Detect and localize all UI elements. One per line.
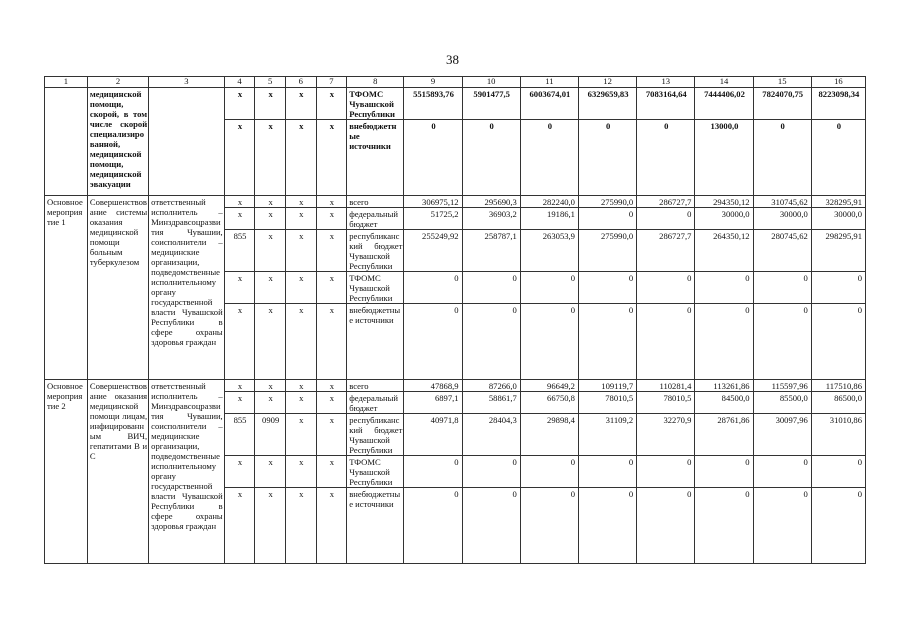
value-cell: 0	[637, 304, 695, 380]
value-cell: 30000,0	[753, 208, 811, 230]
header-cell: 5	[255, 77, 286, 88]
funding-source-cell: всего	[347, 196, 404, 208]
code-cell: x	[224, 196, 255, 208]
value-cell: 0	[637, 456, 695, 488]
code-cell: x	[285, 272, 316, 304]
code-cell: x	[316, 380, 347, 392]
value-cell: 0	[520, 120, 578, 196]
event-name-cell: Совершенствование системы оказания медицинской помощи больным туберкулезом	[87, 196, 148, 380]
event-type-cell	[45, 88, 88, 196]
value-cell: 275990,0	[578, 196, 636, 208]
header-cell: 2	[87, 77, 148, 88]
value-cell: 310745,62	[753, 196, 811, 208]
header-cell: 12	[578, 77, 636, 88]
code-cell: x	[255, 456, 286, 488]
value-cell: 40971,8	[404, 414, 462, 456]
value-cell: 7444406,02	[695, 88, 753, 120]
value-cell: 8223098,34	[811, 88, 865, 120]
value-cell: 58861,7	[462, 392, 520, 414]
value-cell: 19186,1	[520, 208, 578, 230]
event-name-cell: медицинской помощи, скорой, в том числе скорой специализированной, медицинской помощи, медицинской эвакуации	[87, 88, 148, 196]
value-cell: 51725,2	[404, 208, 462, 230]
code-cell: x	[255, 88, 286, 120]
value-cell: 0	[404, 272, 462, 304]
value-cell: 117510,86	[811, 380, 865, 392]
value-cell: 0	[695, 304, 753, 380]
value-cell: 32270,9	[637, 414, 695, 456]
header-cell: 16	[811, 77, 865, 88]
value-cell: 5515893,76	[404, 88, 462, 120]
funding-source-cell: ТФОМС Чувашской Республики	[347, 88, 404, 120]
code-cell: x	[255, 230, 286, 272]
header-cell: 4	[224, 77, 255, 88]
value-cell: 0	[811, 304, 865, 380]
value-cell: 30000,0	[811, 208, 865, 230]
value-cell: 0	[637, 120, 695, 196]
value-cell: 47868,9	[404, 380, 462, 392]
value-cell: 86500,0	[811, 392, 865, 414]
header-cell: 6	[285, 77, 316, 88]
value-cell: 0	[404, 456, 462, 488]
value-cell: 115597,96	[753, 380, 811, 392]
value-cell: 280745,62	[753, 230, 811, 272]
value-cell: 31109,2	[578, 414, 636, 456]
value-cell: 0	[578, 304, 636, 380]
executor-cell: ответственный исполнитель – Минздравсоцразвития Чувашии, соисполнители – медицинские организации, подведомственные исполнительному органу государственной власти Чувашской Республики в сфере охраны здоровья граждан	[149, 196, 225, 380]
value-cell: 0	[578, 456, 636, 488]
value-cell: 30097,96	[753, 414, 811, 456]
header-cell: 13	[637, 77, 695, 88]
value-cell: 275990,0	[578, 230, 636, 272]
value-cell: 0	[462, 272, 520, 304]
value-cell: 298295,91	[811, 230, 865, 272]
value-cell: 0	[404, 304, 462, 380]
code-cell: x	[316, 88, 347, 120]
value-cell: 109119,7	[578, 380, 636, 392]
code-cell: 0909	[255, 414, 286, 456]
value-cell: 0	[404, 120, 462, 196]
event-name-cell: Совершенствование оказания медицинской помощи лицам, инфицированным ВИЧ, гепатитами В и С	[87, 380, 148, 564]
funding-source-cell: республиканский бюджет Чувашской Республики	[347, 230, 404, 272]
value-cell: 255249,92	[404, 230, 462, 272]
value-cell: 258787,1	[462, 230, 520, 272]
value-cell: 0	[462, 456, 520, 488]
value-cell: 110281,4	[637, 380, 695, 392]
code-cell: x	[285, 120, 316, 196]
value-cell: 0	[520, 488, 578, 564]
value-cell: 0	[578, 488, 636, 564]
value-cell: 0	[695, 272, 753, 304]
code-cell: 855	[224, 230, 255, 272]
header-cell: 10	[462, 77, 520, 88]
value-cell: 0	[811, 488, 865, 564]
header-cell: 8	[347, 77, 404, 88]
code-cell: x	[224, 272, 255, 304]
value-cell: 78010,5	[578, 392, 636, 414]
value-cell: 7824070,75	[753, 88, 811, 120]
code-cell: x	[316, 488, 347, 564]
value-cell: 0	[578, 120, 636, 196]
value-cell: 29898,4	[520, 414, 578, 456]
value-cell: 6329659,83	[578, 88, 636, 120]
value-cell: 113261,86	[695, 380, 753, 392]
code-cell: x	[224, 88, 255, 120]
value-cell: 282240,0	[520, 196, 578, 208]
page-number: 38	[446, 52, 459, 67]
event-type-cell: Основное мероприятие 2	[45, 380, 88, 564]
funding-source-cell: республиканский бюджет Чувашской Республики	[347, 414, 404, 456]
funding-source-cell: федеральный бюджет	[347, 392, 404, 414]
code-cell: x	[316, 304, 347, 380]
header-row	[45, 77, 866, 88]
value-cell: 264350,12	[695, 230, 753, 272]
code-cell: x	[255, 272, 286, 304]
code-cell: x	[316, 208, 347, 230]
code-cell: x	[316, 414, 347, 456]
value-cell: 0	[637, 208, 695, 230]
value-cell: 306975,12	[404, 196, 462, 208]
code-cell: x	[285, 88, 316, 120]
value-cell: 78010,5	[637, 392, 695, 414]
value-cell: 286727,7	[637, 230, 695, 272]
code-cell: x	[285, 456, 316, 488]
value-cell: 31010,86	[811, 414, 865, 456]
table-row	[45, 88, 866, 120]
funding-source-cell: всего	[347, 380, 404, 392]
value-cell: 13000,0	[695, 120, 753, 196]
value-cell: 0	[637, 488, 695, 564]
code-cell: x	[285, 414, 316, 456]
value-cell: 84500,0	[695, 392, 753, 414]
code-cell: x	[255, 196, 286, 208]
header-cell: 1	[45, 77, 88, 88]
value-cell: 0	[753, 488, 811, 564]
code-cell: x	[285, 196, 316, 208]
code-cell: x	[224, 208, 255, 230]
code-cell: x	[255, 392, 286, 414]
value-cell: 5901477,5	[462, 88, 520, 120]
code-cell: x	[255, 380, 286, 392]
value-cell: 0	[695, 456, 753, 488]
code-cell: x	[224, 380, 255, 392]
value-cell: 6003674,01	[520, 88, 578, 120]
executor-cell: ответственный исполнитель – Минздравсоцразвития Чувашии, соисполнители – медицинские организации, подведомственные исполнительному органу государственной власти Чувашской Республики в сфере охраны здоровья граждан	[149, 380, 225, 564]
value-cell: 0	[753, 304, 811, 380]
value-cell: 7083164,64	[637, 88, 695, 120]
value-cell: 0	[637, 272, 695, 304]
value-cell: 0	[695, 488, 753, 564]
budget-table	[44, 76, 866, 564]
value-cell: 6897,1	[404, 392, 462, 414]
value-cell: 66750,8	[520, 392, 578, 414]
code-cell: x	[224, 488, 255, 564]
value-cell: 0	[753, 120, 811, 196]
code-cell: x	[285, 208, 316, 230]
code-cell: x	[316, 272, 347, 304]
header-cell: 11	[520, 77, 578, 88]
code-cell: x	[285, 488, 316, 564]
value-cell: 0	[404, 488, 462, 564]
value-cell: 0	[462, 488, 520, 564]
header-cell: 15	[753, 77, 811, 88]
value-cell: 286727,7	[637, 196, 695, 208]
funding-source-cell: ТФОМС Чувашской Республики	[347, 456, 404, 488]
header-cell: 14	[695, 77, 753, 88]
value-cell: 28404,3	[462, 414, 520, 456]
value-cell: 0	[753, 272, 811, 304]
value-cell: 263053,9	[520, 230, 578, 272]
code-cell: x	[316, 392, 347, 414]
funding-source-cell: внебюджетные источники	[347, 488, 404, 564]
code-cell: x	[255, 208, 286, 230]
funding-source-cell: внебюджетные источники	[347, 120, 404, 196]
code-cell: x	[285, 230, 316, 272]
value-cell: 0	[811, 120, 865, 196]
header-cell: 9	[404, 77, 462, 88]
code-cell: x	[285, 392, 316, 414]
code-cell: 855	[224, 414, 255, 456]
code-cell: x	[255, 120, 286, 196]
header-cell: 7	[316, 77, 347, 88]
value-cell: 0	[520, 456, 578, 488]
code-cell: x	[316, 456, 347, 488]
code-cell: x	[224, 304, 255, 380]
value-cell: 0	[578, 208, 636, 230]
value-cell: 85500,0	[753, 392, 811, 414]
value-cell: 28761,86	[695, 414, 753, 456]
value-cell: 294350,12	[695, 196, 753, 208]
value-cell: 0	[462, 304, 520, 380]
code-cell: x	[316, 196, 347, 208]
code-cell: x	[316, 120, 347, 196]
value-cell: 0	[578, 272, 636, 304]
value-cell: 0	[811, 272, 865, 304]
code-cell: x	[285, 380, 316, 392]
code-cell: x	[255, 488, 286, 564]
value-cell: 0	[520, 272, 578, 304]
table-row	[45, 196, 866, 208]
value-cell: 0	[520, 304, 578, 380]
funding-source-cell: внебюджетные источники	[347, 304, 404, 380]
value-cell: 96649,2	[520, 380, 578, 392]
value-cell: 30000,0	[695, 208, 753, 230]
funding-source-cell: ТФОМС Чувашской Республики	[347, 272, 404, 304]
value-cell: 0	[753, 456, 811, 488]
executor-cell	[149, 88, 225, 196]
table-body	[45, 77, 866, 564]
header-cell: 3	[149, 77, 225, 88]
value-cell: 0	[462, 120, 520, 196]
code-cell: x	[224, 120, 255, 196]
event-type-cell: Основное мероприятие 1	[45, 196, 88, 380]
value-cell: 36903,2	[462, 208, 520, 230]
code-cell: x	[316, 230, 347, 272]
value-cell: 295690,3	[462, 196, 520, 208]
code-cell: x	[285, 304, 316, 380]
funding-source-cell: федеральный бюджет	[347, 208, 404, 230]
value-cell: 0	[811, 456, 865, 488]
code-cell: x	[224, 456, 255, 488]
value-cell: 328295,91	[811, 196, 865, 208]
code-cell: x	[224, 392, 255, 414]
table-row	[45, 380, 866, 392]
code-cell: x	[255, 304, 286, 380]
value-cell: 87266,0	[462, 380, 520, 392]
